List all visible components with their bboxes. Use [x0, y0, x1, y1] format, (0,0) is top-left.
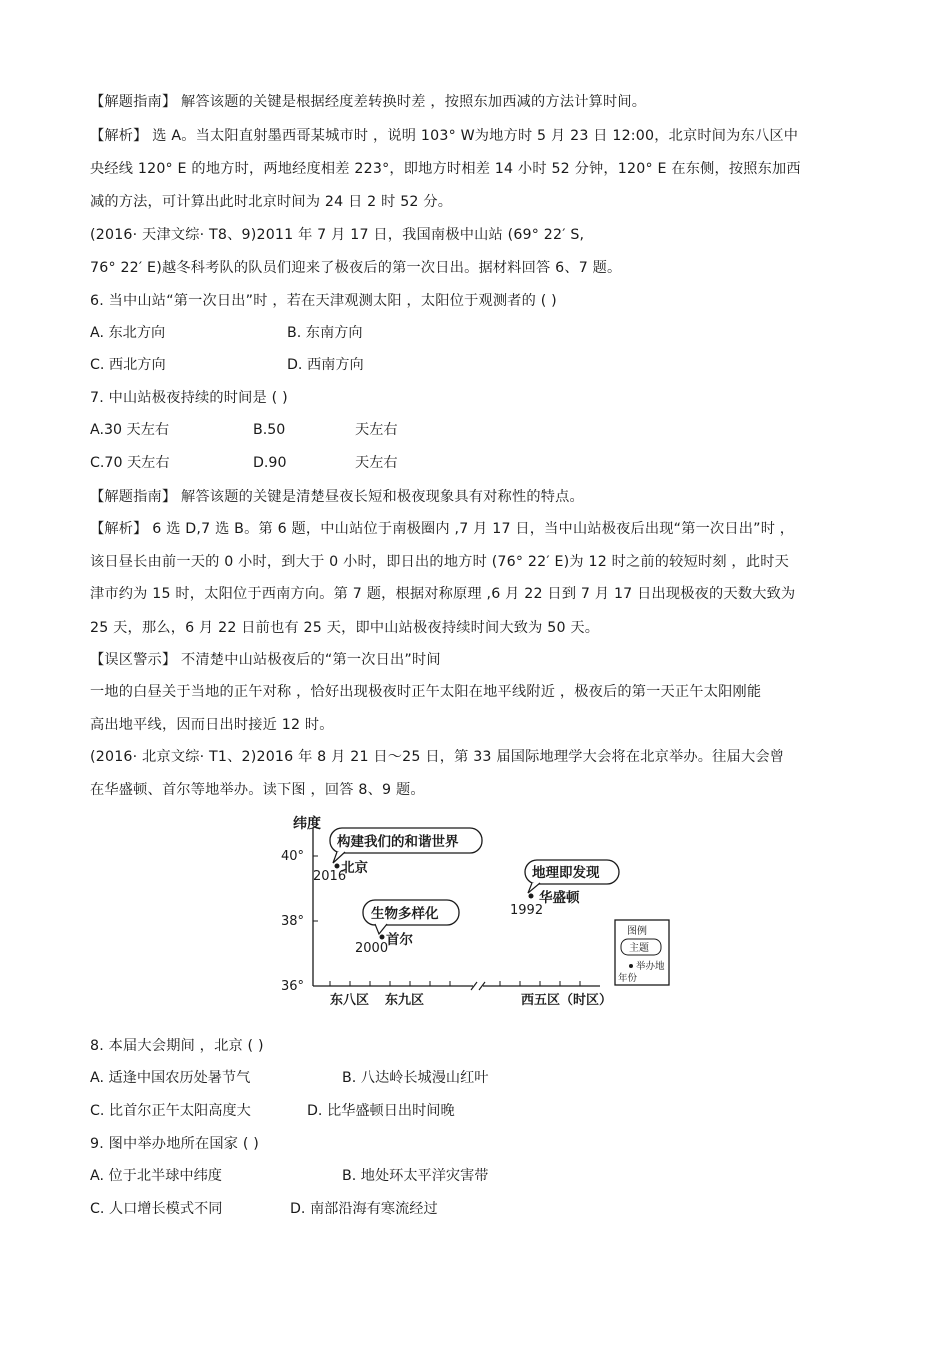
answer-option: A. 东北方向 [90, 325, 166, 341]
x-tick-west5: 西五区（时区） [521, 993, 613, 1008]
text-line: 76° 22′ E)越冬科考队的队员们迎来了极夜后的第一次日出。据材料回答 6、7 题。 [90, 260, 622, 276]
y-tick-36: 36° [281, 979, 305, 994]
y-tick-40: 40° [281, 849, 305, 864]
answer-option: D. 比华盛顿日出时间晚 [307, 1103, 455, 1119]
text-line: 25 天，那么，6 月 22 日前也有 25 天，即中山站极夜持续时间大致为 50 天。 [90, 620, 600, 636]
text-line: 6. 当中山站“第一次日出”时 ，若在天津观测太阳 ，太阳位于观测者的 ( ) [90, 293, 557, 309]
text-line: 在华盛顿、首尔等地举办。读下图 ，回答 8、9 题。 [90, 782, 425, 798]
year-beijing: 2016 [313, 869, 347, 884]
answer-option: B. 地处环太平洋灾害带 [342, 1168, 489, 1184]
text-line: 【解析】 6 选 D,7 选 B。第 6 题，中山站位于南极圈内 ,7 月 17 日，当中山站极夜后出现“第一次日出”时 ， [90, 521, 795, 537]
x-tick-east8: 东八区 [330, 993, 370, 1008]
answer-option: C. 人口增长模式不同 [90, 1201, 223, 1217]
answer-option: D.90 [253, 455, 287, 471]
text-line: 津市约为 15 时，太阳位于西南方向。第 7 题，根据对称原理 ,6 月 22 日到 7 月 17 日出现极夜的天数大致为 [90, 586, 796, 602]
text-line: 央经线 120° E 的地方时，两地经度相差 223°，即地方时相差 14 小时 52 分钟，120° E 在东侧，按照东加西 [90, 161, 801, 177]
place-washington: 华盛顿 [539, 890, 580, 906]
text-line: 一地的白昼关于当地的正午对称 ，恰好出现极夜时正午太阳在地平线附近 ，极夜后的第一天正午太阳刚能 [90, 684, 762, 700]
text-line: 7. 中山站极夜持续的时间是 ( ) [90, 390, 288, 406]
text-line: (2016· 天津文综· T8、9)2011 年 7 月 17 日，我国南极中山站 (69° 22′ S, [90, 227, 585, 243]
theme-washington: 地理即发现 [532, 865, 600, 881]
text-line: 【解题指南】 解答该题的关键是根据经度差转换时差 ，按照东加西减的方法计算时间。 [90, 94, 647, 110]
y-axis-label: 纬度 [293, 816, 321, 832]
answer-option: D. 西南方向 [287, 357, 364, 373]
text-line: 【解题指南】 解答该题的关键是清楚昼夜长短和极夜现象具有对称性的特点。 [90, 489, 584, 505]
text-line: 该日昼长由前一天的 0 小时，到大于 0 小时，即日出的地方时 (76° 22′ E)为 12 时之前的较短时刻 ，此时天 [90, 554, 789, 570]
answer-option: A. 适逢中国农历处暑节气 [90, 1070, 251, 1086]
theme-seoul: 生物多样化 [371, 906, 439, 922]
answer-option: 天左右 [355, 422, 398, 438]
answer-option: C.70 天左右 [90, 455, 170, 471]
legend-title: 图例 [627, 926, 647, 937]
answer-option: D. 南部沿海有寒流经过 [290, 1201, 438, 1217]
text-line: (2016· 北京文综· T1、2)2016 年 8 月 21 日～25 日，第 33 届国际地理学大会将在北京举办。往届大会曾 [90, 749, 785, 765]
legend-place: 举办地 [636, 961, 665, 972]
text-line: 高出地平线，因而日出时接近 12 时。 [90, 717, 334, 733]
answer-option: A.30 天左右 [90, 422, 170, 438]
y-tick-38: 38° [281, 914, 305, 929]
text-line: 【误区警示】 不清楚中山站极夜后的“第一次日出”时间 [90, 652, 441, 668]
answer-option: C. 比首尔正午太阳高度大 [90, 1103, 251, 1119]
place-seoul: 首尔 [386, 932, 413, 948]
answer-option: B. 东南方向 [287, 325, 363, 341]
geo-congress-figure [275, 808, 675, 1013]
year-seoul: 2000 [355, 941, 389, 956]
text-line: 9. 图中举办地所在国家 ( ) [90, 1136, 260, 1152]
answer-option: B.50 [253, 422, 286, 438]
answer-option: C. 西北方向 [90, 357, 166, 373]
text-line: 8. 本届大会期间 ，北京 ( ) [90, 1038, 264, 1054]
theme-beijing: 构建我们的和谐世界 [337, 834, 459, 850]
point-beijing [335, 864, 340, 869]
answer-option: A. 位于北半球中纬度 [90, 1168, 222, 1184]
point-washington [529, 894, 534, 899]
answer-option: B. 八达岭长城漫山红叶 [342, 1070, 489, 1086]
legend-year: 年份 [618, 973, 638, 984]
legend-theme: 主题 [629, 943, 649, 954]
text-line: 减的方法，可计算出此时北京时间为 24 日 2 时 52 分。 [90, 194, 453, 210]
year-washington: 1992 [510, 903, 544, 918]
point-seoul [380, 935, 385, 940]
x-tick-east9: 东九区 [385, 993, 425, 1008]
answer-option: 天左右 [355, 455, 398, 471]
place-beijing: 北京 [341, 860, 368, 876]
text-line: 【解析】 选 A。当太阳直射墨西哥某城市时 ，说明 103° W为地方时 5 月 23 日 12:00，北京时间为东八区中 [90, 128, 799, 144]
